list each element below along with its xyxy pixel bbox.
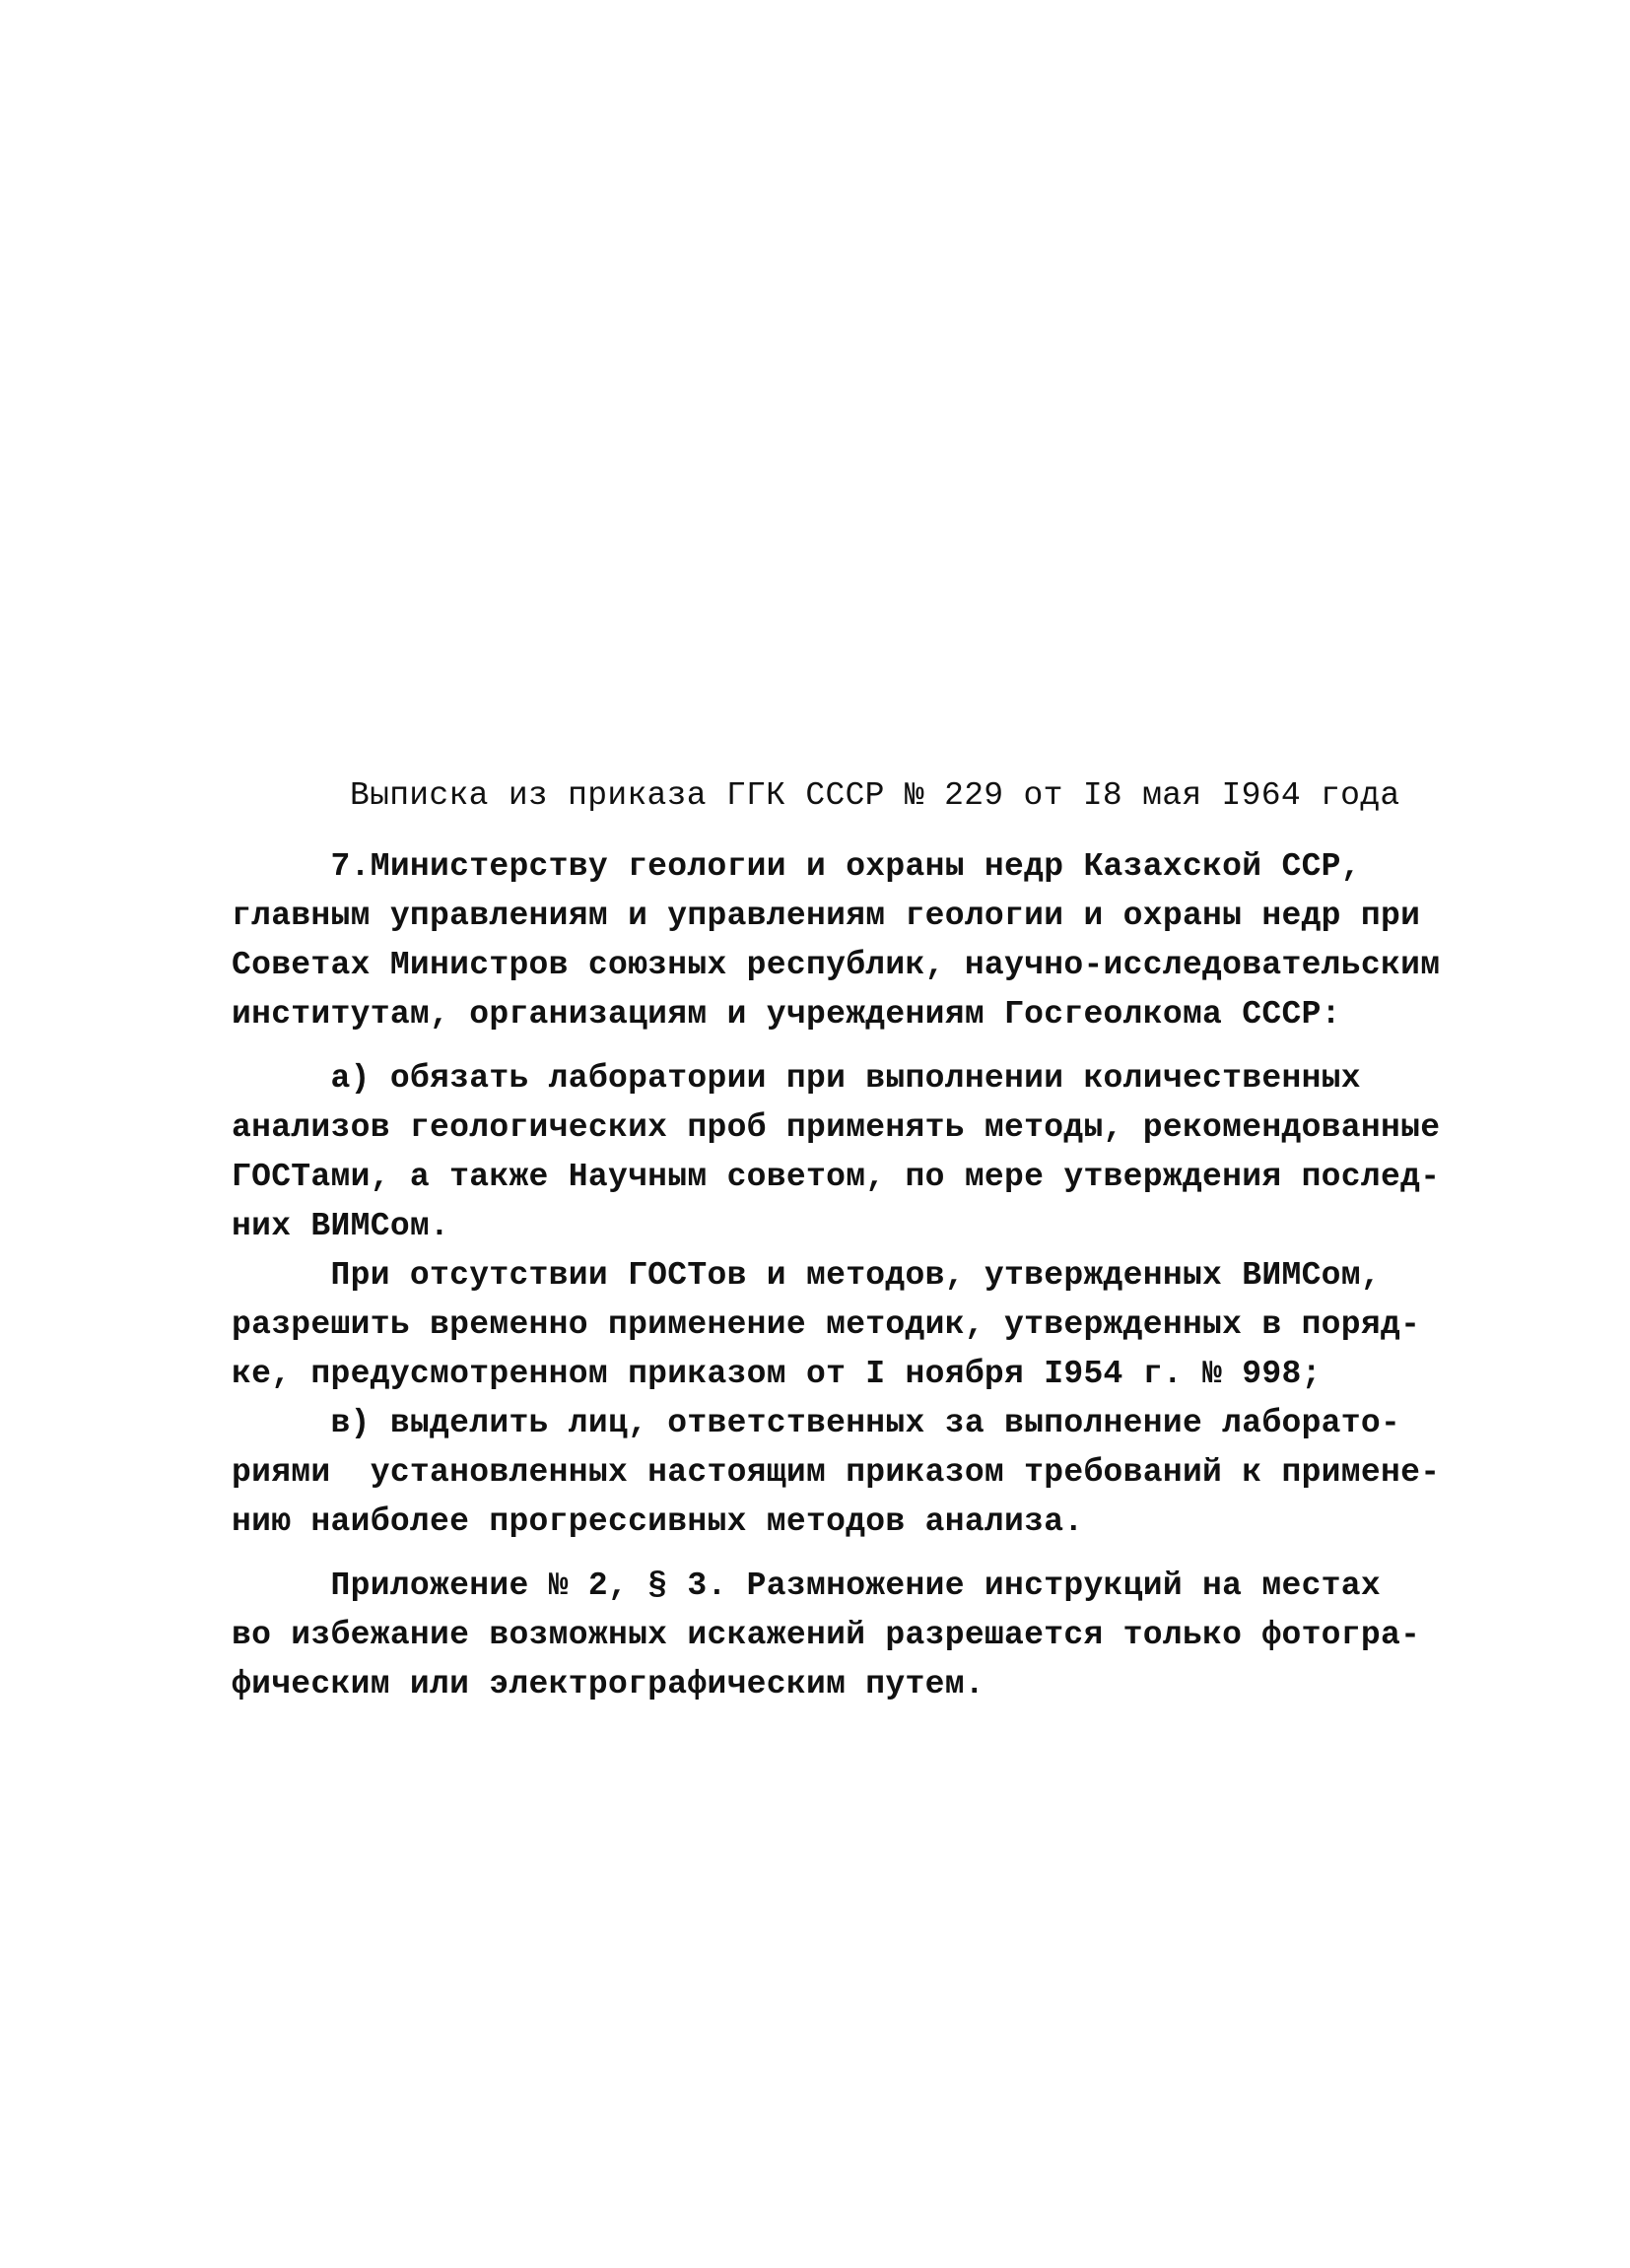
paragraph-line-10: разрешить временно применение методик, утвержденных в поряд-: [232, 1306, 1421, 1343]
paragraph-line-5: а) обязать лаборатории при выполнении количественных: [232, 1060, 1361, 1097]
paragraph-line-4: институтам, организациям и учреждениям Госгеолкома СССР:: [232, 996, 1341, 1033]
document-title: Выписка из приказа ГГК СССР № 229 от I8 мая I964 года: [350, 777, 1400, 814]
paragraph-line-14: нию наиболее прогрессивных методов анализа.: [232, 1503, 1084, 1540]
paragraph-line-3: Советах Министров союзных республик, научно-исследовательским: [232, 947, 1441, 983]
paragraph-line-12: в) выделить лиц, ответственных за выполнение лаборато-: [232, 1405, 1401, 1441]
paragraph-line-1: 7.Министерству геологии и охраны недр Казахской ССР,: [232, 848, 1361, 885]
paragraph-line-16: во избежание возможных искажений разрешается только фотогра-: [232, 1617, 1421, 1653]
paragraph-line-13: риями установленных настоящим приказом требований к примене-: [232, 1454, 1441, 1491]
paragraph-line-7: ГОСТами, а также Научным советом, по мере утверждения послед-: [232, 1159, 1441, 1195]
paragraph-line-17: фическим или электрографическим путем.: [232, 1666, 985, 1702]
paragraph-line-11: ке, предусмотренном приказом от I ноября I954 г. № 998;: [232, 1356, 1322, 1392]
paragraph-line-8: них ВИМСом.: [232, 1208, 450, 1244]
paragraph-line-6: анализов геологических проб применять методы, рекомендованные: [232, 1109, 1441, 1146]
paragraph-line-2: главным управлениям и управлениям геологии и охраны недр при: [232, 898, 1421, 934]
paragraph-line-9: При отсутствии ГОСТов и методов, утвержденных ВИМСом,: [232, 1257, 1381, 1294]
paragraph-line-15: Приложение № 2, § 3. Размножение инструкций на местах: [232, 1568, 1381, 1604]
